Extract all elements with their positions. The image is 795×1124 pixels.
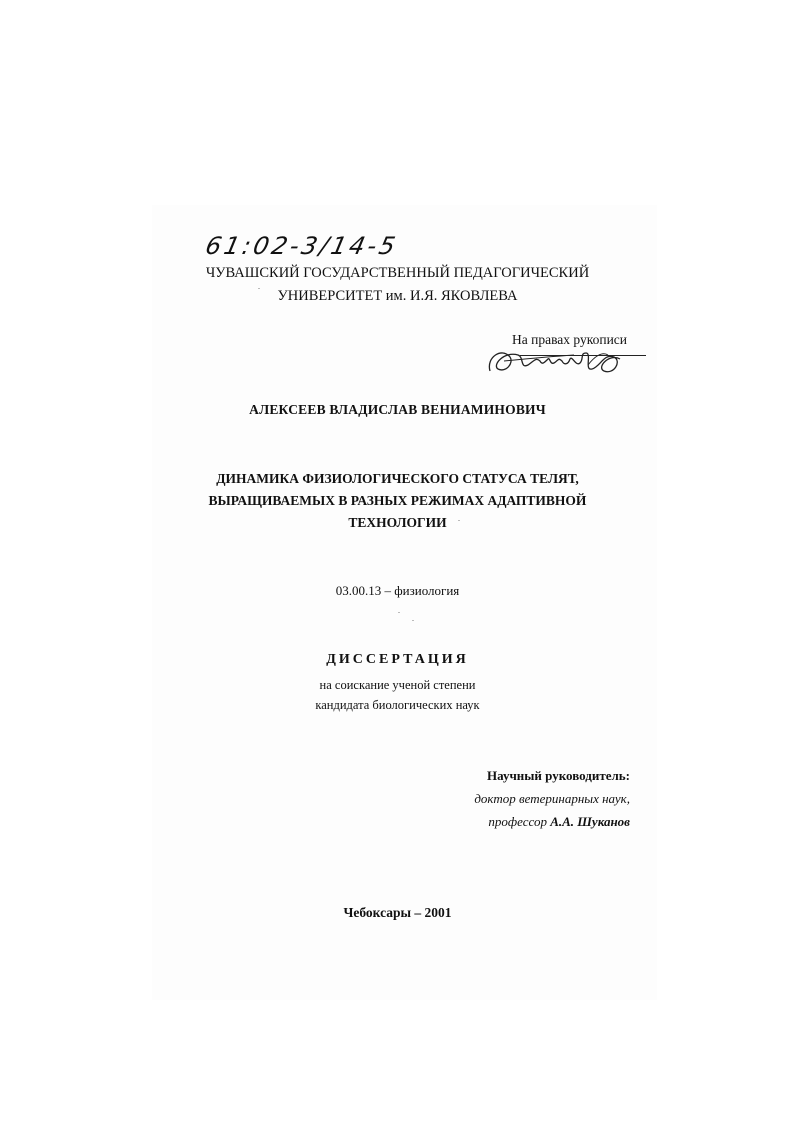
city-year: Чебоксары – 2001	[343, 905, 452, 920]
scan-speck	[412, 620, 414, 621]
scan-speck	[258, 288, 260, 289]
supervisor-name: А.А. Шуканов	[550, 814, 630, 829]
title-line-3: ТЕХНОЛОГИИ	[348, 515, 447, 530]
supervisor-degree: доктор ветеринарных наук,	[474, 791, 630, 806]
supervisor-name-line	[474, 810, 630, 833]
scanned-page-area	[152, 205, 657, 1000]
archive-stamp-handwritten: 61:02-3/14-5	[203, 232, 401, 260]
purpose-line-1: на соискание ученой степени	[319, 678, 476, 692]
title-line-1: ДИНАМИКА ФИЗИОЛОГИЧЕСКОГО СТАТУСА ТЕЛЯТ,	[216, 471, 579, 486]
manuscript-rights-label: На правах рукописи	[512, 332, 628, 347]
purpose-line-2: кандидата биологических наук	[315, 698, 480, 712]
signature-icon	[484, 343, 649, 383]
signature-underline	[520, 355, 646, 356]
degree-purpose	[0, 675, 795, 715]
university-name	[0, 262, 795, 308]
supervisor-block	[474, 764, 630, 833]
supervisor-label: Научный руководитель:	[487, 768, 630, 783]
specialty-code: 03.00.13 – физиология	[335, 583, 460, 598]
author-name: АЛЕКСЕЕВ ВЛАДИСЛАВ ВЕНИАМИНОВИЧ	[249, 402, 546, 417]
dissertation-title	[0, 468, 795, 534]
university-line-1: ЧУВАШСКИЙ ГОСУДАРСТВЕННЫЙ ПЕДАГОГИЧЕСКИЙ	[205, 265, 590, 281]
scan-speck	[398, 612, 400, 613]
supervisor-title: профессор	[488, 814, 547, 829]
title-line-2: ВЫРАЩИВАЕМЫХ В РАЗНЫХ РЕЖИМАХ АДАПТИВНОЙ	[208, 493, 587, 508]
university-line-2: УНИВЕРСИТЕТ им. И.Я. ЯКОВЛЕВА	[277, 288, 518, 304]
document-type: ДИССЕРТАЦИЯ	[326, 652, 469, 667]
scan-speck	[458, 520, 460, 521]
